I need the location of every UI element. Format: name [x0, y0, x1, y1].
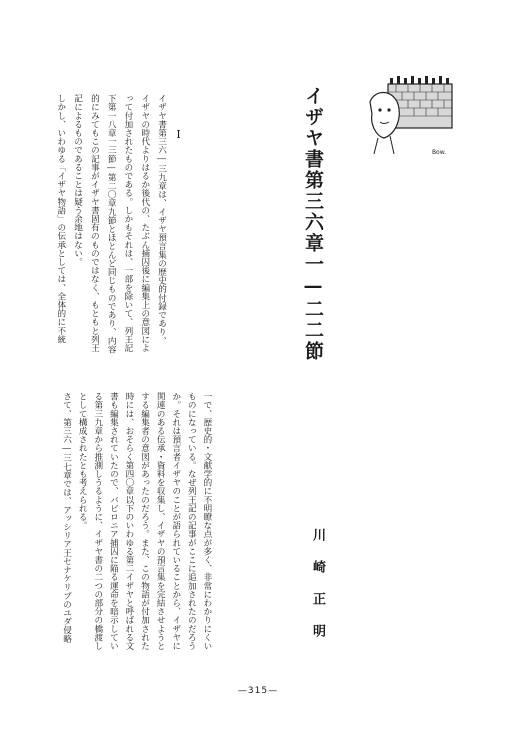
author-name: 川崎正明: [310, 528, 325, 656]
section-marker: I: [172, 128, 185, 141]
page-number: —315—: [237, 686, 279, 696]
fortress-sketch-icon: [366, 76, 460, 158]
body-text-upper: イザヤ書第三六―三九章は、イザヤ預言集の歴史的付録であり、 イザヤの時代よりはるか後代の、たぶん捕囚後に編集上の意図によ って付加されたものである。しかもそれは、一部を除いて、列王記 下第一八章一三節―第二〇章九節とほとんど同じものであり、内容 的にみてもこの記事がイザヤ書固有のものではなく、もともと列王 記によるものであることは疑う余地はない。 しかし、いわゆる「イザヤ物語」の伝承としては、全体的に不統: [55, 94, 167, 354]
svg-text:Bow.: Bow.: [431, 149, 446, 156]
body-text-lower: 一で、歴史的・文献学的に不明瞭な点が多く、非常にわかりにくい ものになっている。なぜ列王記の記事がここに追加されたのだろう か。それは預言者イザヤのことが語られていることから、イザヤに 関連のある伝承・資料を収集し、イザヤの預言集を完結させようと する編集者の意図があったのだろう。また、この物語が付加された 時には、おそらく第四〇章以下のいわゆる第二イザヤと呼ばれる文 書も編集されていたので、バビロニア捕囚に陥る運命を暗示してい る第三九章から推測しうるように、イザヤ書の二つの部分の橋渡し として構成されたとも考えられる。 さて、第三六―三七章では、アッシリア王セナケリブのユダ侵略: [61, 392, 212, 650]
article-title: イザヤ書第三六章一—二二節: [302, 86, 324, 362]
